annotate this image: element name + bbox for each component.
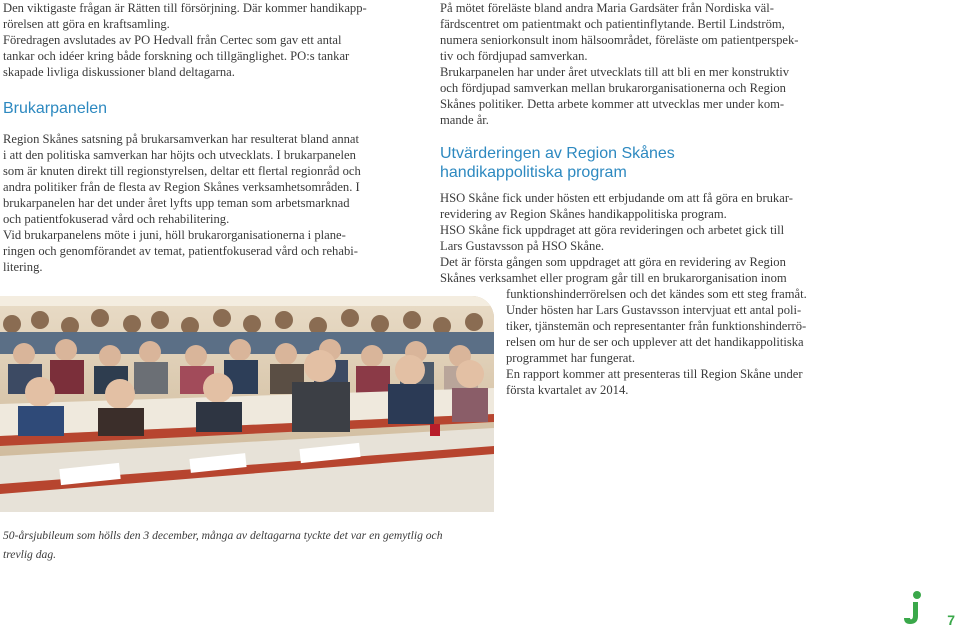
text-line: tankar och idéer kring både forskning och tillgänglighet. PO:s tankar bbox=[3, 49, 350, 63]
brukarpanelen-heading: Brukarpanelen bbox=[3, 100, 108, 117]
right-column bbox=[440, 0, 830, 398]
text-line: i att den politiska samverkan har höjts och utvecklats. I brukarpanelen bbox=[3, 148, 356, 162]
heading-line: Utvärderingen av Region Skånes bbox=[440, 145, 675, 162]
text-line: och patientfokuserad vård och rehabilitering. bbox=[3, 212, 230, 226]
text-line: ringen och genomförandet av temat, patientfokuserad vård och rehabi- bbox=[3, 244, 358, 258]
photo-caption: 50-årsjubileum som hölls den 3 december, många av deltagarna tyckte det var en gemytlig och trevlig dag. bbox=[3, 529, 443, 561]
heading-line: handikappolitiska program bbox=[440, 164, 627, 181]
text-line: och fördjupad samverkan mellan brukarorganisationerna och Region bbox=[440, 81, 786, 95]
text-line: tiker, tjänstemän och representanter från funktionshinderrö- bbox=[506, 319, 807, 333]
text-line: Under hösten har Lars Gustavsson intervjuat ett antal poli- bbox=[506, 303, 802, 317]
brukarpanelen-body bbox=[3, 131, 383, 275]
text-line: Den viktigaste frågan är Rätten till försörjning. Där kommer handikapp- bbox=[3, 1, 367, 15]
text-line: litering. bbox=[3, 260, 43, 274]
text-line: Brukarpanelen har under året utvecklats till att bli en mer konstruktiv bbox=[440, 65, 790, 79]
text-line: HSO Skåne fick under hösten ett erbjudande om att få göra en brukar- bbox=[440, 191, 793, 205]
text-line: Det är första gången som uppdraget att göra en revidering av Region bbox=[440, 255, 786, 269]
text-line: Region Skånes satsning på brukarsamverkan har resulterat bland annat bbox=[3, 132, 360, 146]
text-line: HSO Skåne fick uppdraget att göra revideringen och arbetet gick till bbox=[440, 223, 785, 237]
utvardering-indented bbox=[440, 286, 830, 398]
text-line: numera seniorkonsult inom hälsoområdet, föreläste om patientperspek- bbox=[440, 33, 799, 47]
text-line: En rapport kommer att presenteras till Region Skåne under bbox=[506, 367, 803, 381]
text-line: funktionshinderrörelsen och det kändes som ett steg framåt. bbox=[506, 287, 807, 301]
text-line: rörelsen att göra en kraftsamling. bbox=[3, 17, 170, 31]
audience-photo bbox=[0, 296, 494, 512]
utvardering-heading bbox=[440, 144, 830, 182]
text-line: Skånes verksamhet eller program går till en brukarorganisation inom bbox=[440, 271, 787, 285]
text-line: Föredragen avslutades av PO Hedvall från Certec som gav ett antal bbox=[3, 33, 342, 47]
audience-photo-illustration bbox=[0, 296, 494, 512]
text-line: programmet har fungerat. bbox=[506, 351, 636, 365]
right-intro bbox=[440, 0, 830, 128]
text-line: brukarpanelen har det under året lyfts upp teman som arbetsmarknad bbox=[3, 196, 350, 210]
text-line: första kvartalet av 2014. bbox=[506, 383, 629, 397]
left-column bbox=[3, 0, 383, 275]
text-line: Skånes politiker. Detta arbete kommer att utvecklas mer under kom- bbox=[440, 97, 785, 111]
text-line: På mötet föreläste bland andra Maria Gardsäter från Nordiska väl- bbox=[440, 1, 774, 15]
text-line: relsen om hur de ser och upplever att det handikappolitiska bbox=[506, 335, 804, 349]
text-line: skapade livliga diskussioner bland deltagarna. bbox=[3, 65, 235, 79]
page-number: 7 bbox=[947, 612, 955, 628]
text-line: färdscentret om patientmakt och patientinflytande. Bertil Lindström, bbox=[440, 17, 785, 31]
text-line: mande år. bbox=[440, 113, 489, 127]
utvardering-body bbox=[440, 190, 830, 286]
text-line: revidering av Region Skånes handikappolitiska program. bbox=[440, 207, 727, 221]
text-line: som är knuten direkt till regionstyrelsen, deltar ett flertal regionråd och bbox=[3, 164, 361, 178]
left-intro bbox=[3, 0, 383, 80]
text-line: Vid brukarpanelens möte i juni, höll brukarorganisationerna i plane- bbox=[3, 228, 346, 242]
text-line: andra politiker från de flesta av Region Skånes verksamhetsområden. I bbox=[3, 180, 360, 194]
text-line: tiv och fördjupad samverkan. bbox=[440, 49, 588, 63]
text-line: Lars Gustavsson på HSO Skåne. bbox=[440, 239, 605, 253]
hso-logo-icon bbox=[902, 590, 926, 626]
